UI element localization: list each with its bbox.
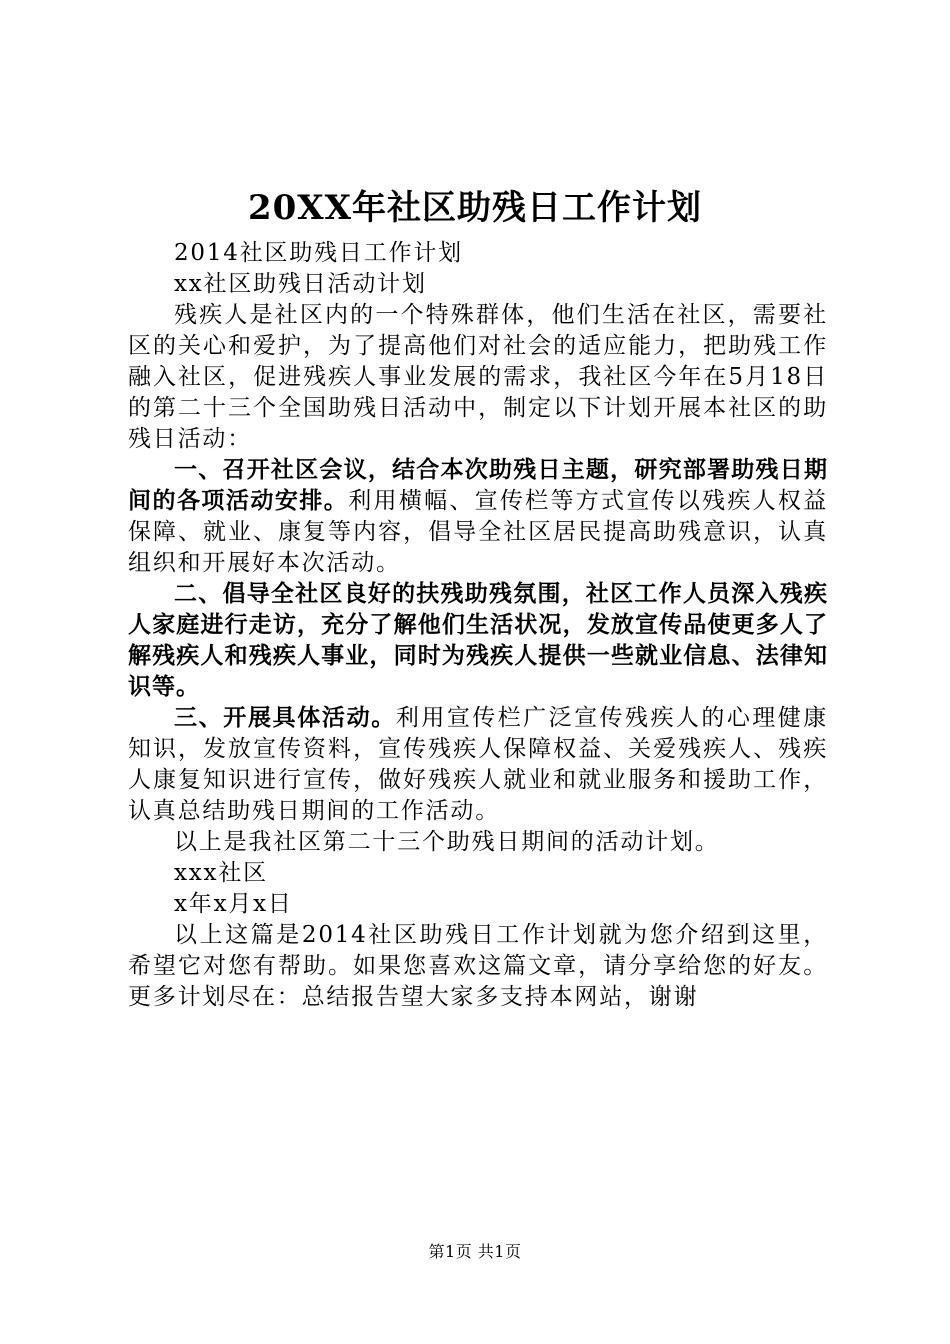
page-footer: 第1页 共1页 [428, 1242, 522, 1261]
item-1-text: 利用横幅、宣传栏等方式宣传以残疾人权益保障、就业、康复等内容，倡导全社区居民提高助残意识，认真组织和开展好本次活动。 [128, 488, 828, 576]
paragraph-date: x年x月x日 [174, 891, 293, 917]
paragraph-summary: 以上是我社区第二十三个助残日期间的活动计划。 [174, 829, 720, 855]
document-title: 20XX年社区助残日工作计划 [247, 188, 703, 228]
item-3-text: 利用宣传栏广泛宣传残疾人的心理健康知识，发放宣传资料，宣传残疾人保障权益、关爱残疾人、残疾人康复知识进行宣传，做好残疾人就业和就业服务和援助工作，认真总结助残日期间的工作活动。 [128, 705, 828, 824]
item-1-heading: 一、召开社区会议，结合本次助残日主题，研究部署助残日期间的各项活动安排。 [128, 457, 828, 514]
document-body [128, 238, 828, 1013]
paragraph-signature: xxx社区 [174, 860, 268, 886]
paragraph-item-3 [128, 703, 828, 827]
paragraph-closing: 以上这篇是2014社区助残日工作计划就为您介绍到这里，希望它对您有帮助。如果您喜欢这篇文章，请分享给您的好友。更多计划尽在：总结报告望大家多支持本网站，谢谢 [128, 922, 828, 1010]
paragraph-item-2: 二、倡导全社区良好的扶残助残氛围，社区工作人员深入残疾人家庭进行走访，充分了解他们生活状况，发放宣传品使更多人了解残疾人和残疾人事业，同时为残疾人提供一些就业信息、法律知识等。 [128, 581, 828, 700]
paragraph-intro: 残疾人是社区内的一个特殊群体，他们生活在社区，需要社区的关心和爱护，为了提高他们对社会的适应能力，把助残工作融入社区，促进残疾人事业发展的需求，我社区今年在5月18日的第二十三个全国助残日活动中，制定以下计划开展本社区的助残日活动： [128, 302, 828, 452]
paragraph-item-1 [128, 455, 828, 579]
item-3-heading: 三、开展具体活动。 [174, 705, 396, 731]
paragraph-subtitle: 2014社区助残日工作计划 [174, 240, 463, 266]
paragraph-plan-name: xx社区助残日活动计划 [174, 271, 427, 297]
